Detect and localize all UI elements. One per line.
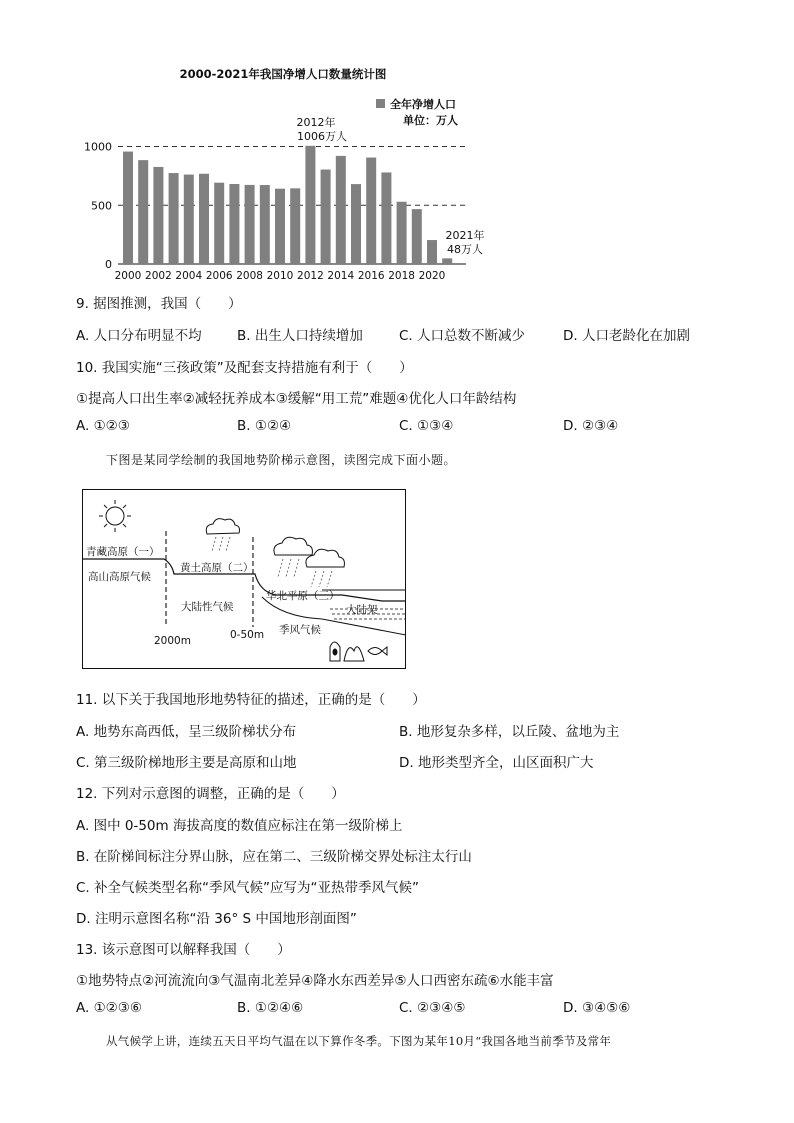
x-tick-label: 2020 [418, 270, 446, 282]
label-step1-climate: 高山高原气候 [88, 571, 151, 583]
x-tick-label: 2004 [175, 270, 203, 282]
annotation-2021-year: 2021年 [445, 229, 485, 242]
bar-2015 [351, 184, 361, 264]
q11-stem: 11. 以下关于我国地形地势特征的描述，正确的是（ ） [76, 692, 426, 708]
q10-option-b[interactable]: B. ①②④ [237, 418, 292, 434]
x-tick-label: 2008 [236, 270, 263, 282]
cave-icon [330, 642, 340, 661]
label-step1: 青藏高原（一） [86, 546, 160, 558]
fish-icon [368, 647, 387, 655]
x-tick-label: 2000 [114, 270, 142, 282]
q10-option-a[interactable]: A. ①②③ [76, 418, 130, 434]
label-elev-0-50m: 0-50m [230, 629, 265, 641]
label-shelf: 大陆架 [346, 604, 378, 616]
bar-2017 [381, 172, 391, 264]
q13-option-a[interactable]: A. ①②③⑥ [76, 1000, 142, 1016]
q13-option-d[interactable]: D. ③④⑤⑥ [563, 1000, 631, 1016]
annotation-2012-value: 1006万人 [297, 130, 347, 143]
q9-option-d[interactable]: D. 人口老龄化在加剧 [563, 328, 690, 344]
q12-stem: 12. 下列对示意图的调整，正确的是（ ） [76, 786, 345, 802]
bar-2021 [442, 258, 452, 264]
label-step3-climate: 季风气候 [279, 624, 321, 636]
sun-icon [99, 500, 131, 532]
chart-title: 2000-2021年我国净增人口数量统计图 [179, 67, 387, 81]
q9-option-b[interactable]: B. 出生人口持续增加 [237, 328, 363, 344]
y-tick-label: 0 [105, 258, 112, 271]
x-tick-label: 2016 [357, 270, 385, 282]
hill-icon [344, 647, 364, 661]
q11-option-d[interactable]: D. 地形类型齐全，山区面积广大 [399, 755, 594, 771]
q9-option-c[interactable]: C. 人口总数不断减少 [399, 328, 526, 344]
x-tick-label: 2010 [266, 270, 294, 282]
q11-option-a[interactable]: A. 地势东高西低，呈三级阶梯状分布 [76, 724, 297, 740]
q12-option-c[interactable]: C. 补全气候类型名称“季风气候”应写为“亚热带季风气候” [76, 880, 419, 896]
q9-stem: 9. 据图推测，我国（ ） [76, 296, 242, 312]
q9-option-a[interactable]: A. 人口分布明显不均 [76, 328, 202, 344]
label-step2-climate: 大陆性气候 [181, 601, 234, 613]
bar-2014 [336, 156, 346, 264]
annotation-2021-value: 48万人 [447, 243, 483, 256]
x-tick-label: 2018 [388, 270, 415, 282]
q13-items: ①地势特点②河流流向③气温南北差异④降水东西差异⑤人口西密东疏⑥水能丰富 [76, 973, 554, 989]
bar-2009 [260, 185, 270, 264]
y-tick-label: 500 [91, 199, 112, 213]
intro-terrain-diagram: 下图是某同学绘制的我国地势阶梯示意图，读图完成下面小题。 [106, 453, 457, 467]
label-step2: 黄土高原（二） [180, 562, 254, 574]
bar-2013 [321, 170, 331, 264]
bar-2003 [169, 173, 179, 264]
cloud-icon [274, 537, 345, 567]
legend-label: 全年净增人口 [390, 98, 456, 111]
bar-2006 [214, 183, 224, 264]
q10-option-d[interactable]: D. ②③④ [563, 418, 619, 434]
bar-2011 [290, 188, 300, 264]
rain-icon [212, 537, 230, 551]
label-step3: 华北平原（三） [266, 590, 340, 602]
q10-stem: 10. 我国实施“三孩政策”及配套支持措施有利于（ ） [76, 360, 413, 376]
bar-2012 [305, 146, 315, 264]
q12-option-b[interactable]: B. 在阶梯间标注分界山脉，应在第二、三级阶梯交界处标注太行山 [76, 849, 472, 865]
q11-option-b[interactable]: B. 地形复杂多样，以丘陵、盆地为主 [399, 724, 620, 740]
bar-2010 [275, 189, 285, 264]
bar-2005 [199, 174, 209, 264]
bar-2016 [366, 158, 376, 264]
cloud-icon [206, 519, 239, 534]
x-tick-label: 2014 [327, 270, 355, 282]
annotation-2012-year: 2012年 [296, 116, 336, 129]
label-elev-2000m: 2000m [154, 635, 191, 647]
bar-2004 [184, 175, 194, 264]
q13-stem: 13. 该示意图可以解释我国（ ） [76, 942, 291, 958]
q13-option-c[interactable]: C. ②③④⑤ [399, 1000, 466, 1016]
q10-option-c[interactable]: C. ①③④ [399, 418, 454, 434]
bar-2008 [245, 185, 255, 264]
bar-2000 [123, 152, 133, 264]
bar-2001 [138, 160, 148, 264]
bar-2002 [153, 167, 163, 264]
q12-option-d[interactable]: D. 注明示意图名称“沿 36° S 中国地形剖面图” [76, 911, 357, 927]
q13-option-b[interactable]: B. ①②④⑥ [237, 1000, 304, 1016]
y-tick-label: 1000 [84, 140, 112, 154]
q11-option-c[interactable]: C. 第三级阶梯地形主要是高原和山地 [76, 755, 297, 771]
bar-2020 [427, 240, 437, 264]
terrain-step-diagram [82, 489, 406, 669]
population-bar-chart [0, 0, 794, 290]
intro-climate: 从气候学上讲，连续五天日平均气温在以下算作冬季。下图为某年10月“我国各地当前季节及常年 [106, 1034, 612, 1048]
x-tick-label: 2006 [205, 270, 233, 282]
x-tick-label: 2002 [145, 270, 172, 282]
q12-option-a[interactable]: A. 图中 0-50m 海拔高度的数值应标注在第一级阶梯上 [76, 818, 403, 834]
bar-2018 [397, 202, 407, 264]
x-tick-label: 2012 [297, 270, 324, 282]
legend-swatch [376, 99, 385, 108]
bar-2019 [412, 209, 422, 264]
unit-label: 单位：万人 [403, 114, 458, 127]
q10-items: ①提高人口出生率②减轻抚养成本③缓解“用工荒”难题④优化人口年龄结构 [76, 391, 517, 407]
bar-2007 [229, 184, 239, 264]
